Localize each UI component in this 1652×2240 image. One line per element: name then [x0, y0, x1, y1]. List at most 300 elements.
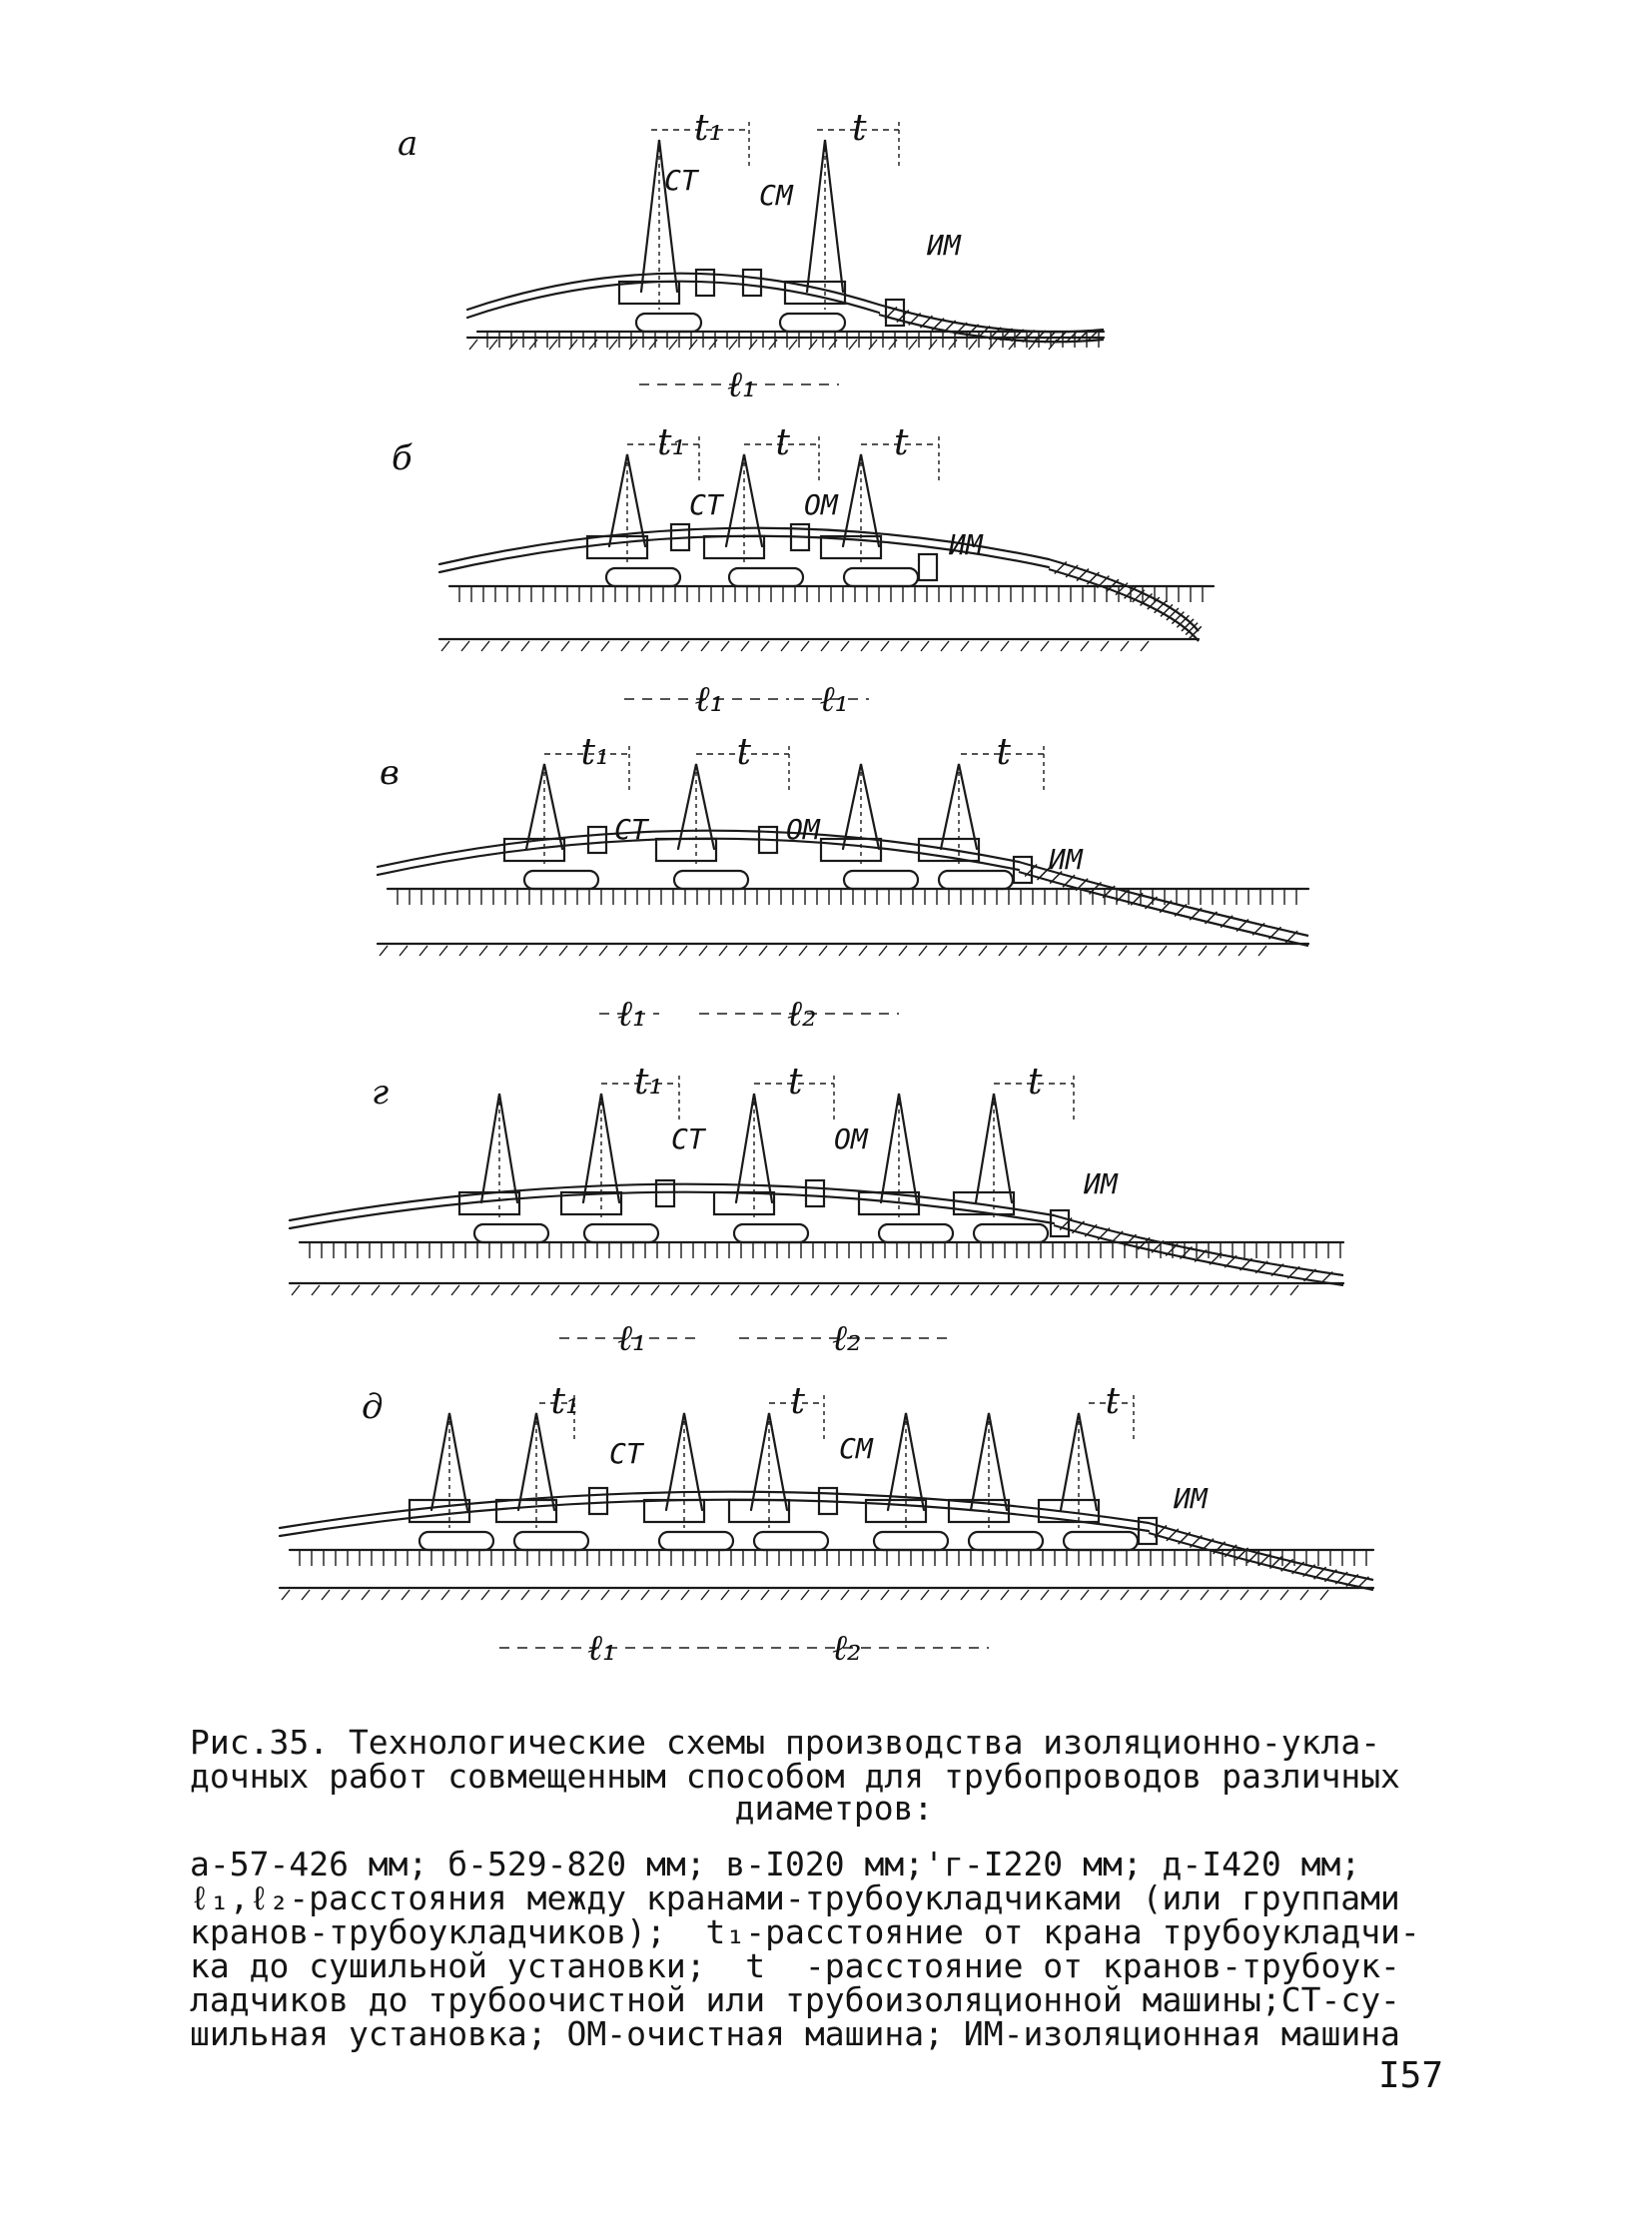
- hatch-mark: [629, 340, 637, 350]
- page-number: I57: [1378, 2055, 1444, 2096]
- hatch-mark: [981, 641, 989, 651]
- hatch-mark: [1101, 641, 1109, 651]
- dim-label-bottom: ℓ₁: [617, 1318, 647, 1359]
- label-om: СМ: [759, 179, 793, 212]
- hatch-mark: [1081, 641, 1089, 651]
- hatch-mark: [1099, 946, 1107, 956]
- hatch-mark: [689, 340, 697, 350]
- crawler-track: [524, 871, 598, 889]
- hatch-mark: [292, 1285, 300, 1295]
- hatch-mark: [821, 641, 829, 651]
- machine-im: [919, 554, 937, 580]
- label-st: СТ: [609, 1437, 643, 1470]
- hatch-mark: [771, 1285, 779, 1295]
- hatch-mark: [649, 340, 657, 350]
- hatch-mark: [611, 1285, 619, 1295]
- hatch-mark: [721, 641, 729, 651]
- hatch-mark: [1199, 946, 1207, 956]
- hatch-mark: [719, 946, 727, 956]
- hatch-mark: [791, 1285, 799, 1295]
- hatch-mark: [621, 641, 629, 651]
- hatch-mark: [759, 946, 767, 956]
- hatch-mark: [529, 340, 537, 350]
- hatch-mark: [891, 1285, 899, 1295]
- crane-body: [496, 1500, 556, 1522]
- hatch-mark: [1111, 1285, 1119, 1295]
- hatch-mark: [1021, 641, 1029, 651]
- hatch-mark: [332, 1285, 340, 1295]
- hatch-mark: [441, 641, 449, 651]
- panel-letter: д: [362, 1387, 384, 1427]
- hatch-mark: [911, 1285, 919, 1295]
- hatch-mark: [400, 946, 408, 956]
- hatch-mark: [531, 1285, 539, 1295]
- hatch-mark: [701, 1590, 709, 1600]
- hatch-mark: [1071, 1285, 1079, 1295]
- dim-label-top: t₁: [550, 1381, 580, 1422]
- hatch-mark: [1011, 1285, 1019, 1295]
- hatch-mark: [821, 1590, 829, 1600]
- crawler-track: [844, 568, 918, 586]
- hatch-mark: [362, 1590, 370, 1600]
- hatch-mark: [1141, 641, 1149, 651]
- pipeline-outline: [290, 1192, 1054, 1228]
- hatch-mark: [549, 340, 557, 350]
- hatch-mark: [861, 1590, 869, 1600]
- label-im: ИМ: [927, 229, 961, 262]
- dim-label-top: t: [894, 422, 909, 463]
- hatch-mark: [619, 946, 627, 956]
- hatch-mark: [1171, 1285, 1179, 1295]
- hatch-mark: [921, 641, 929, 651]
- pipeline-descent: [879, 305, 1104, 332]
- hatch-mark: [1201, 1590, 1209, 1600]
- hatch-mark: [441, 1590, 449, 1600]
- hatch-mark: [539, 946, 547, 956]
- hatch-mark: [899, 946, 907, 956]
- crane-body: [410, 1500, 469, 1522]
- hatch-mark: [661, 641, 669, 651]
- hatch-mark: [869, 340, 877, 350]
- pipeline-descent: [1054, 1215, 1343, 1275]
- hatch-mark: [439, 946, 447, 956]
- crawler-track: [939, 871, 1013, 889]
- hatch-mark: [769, 340, 777, 350]
- hatch-mark: [621, 1590, 629, 1600]
- hatch-mark: [521, 1590, 529, 1600]
- crawler-track: [874, 1532, 948, 1550]
- hatch-mark: [781, 1590, 789, 1600]
- crane-body: [821, 839, 881, 861]
- hatch-mark: [1131, 1285, 1139, 1295]
- hatch-mark: [511, 1285, 519, 1295]
- hatch-mark: [481, 641, 489, 651]
- crawler-track: [969, 1532, 1043, 1550]
- dim-label-top: t₁: [580, 732, 610, 773]
- hatch-mark: [709, 340, 717, 350]
- crane-boom: [726, 454, 762, 546]
- label-om: СМ: [839, 1432, 873, 1465]
- hatch-mark: [679, 946, 687, 956]
- panel-3: [378, 732, 1308, 1035]
- dim-label-top: t: [775, 422, 790, 463]
- machine-om: [806, 1180, 824, 1206]
- dim-label-bottom: ℓ₂: [832, 1628, 862, 1669]
- hatch-mark: [919, 946, 927, 956]
- dim-label-top: t: [1028, 1062, 1043, 1103]
- hatch-mark: [1258, 946, 1266, 956]
- hatch-mark: [979, 946, 987, 956]
- hatch-mark: [801, 641, 809, 651]
- dim-label-bottom: ℓ₁: [694, 679, 724, 720]
- hatch-mark: [659, 946, 667, 956]
- hatch-mark: [691, 1285, 699, 1295]
- dim-label-top: t: [790, 1381, 805, 1422]
- hatch-mark: [761, 1590, 769, 1600]
- hatch-mark: [801, 1590, 809, 1600]
- hatch-mark: [501, 641, 509, 651]
- hatch-mark: [909, 340, 917, 350]
- hatch-mark: [1219, 946, 1227, 956]
- hatch-mark: [959, 946, 967, 956]
- hatch-mark: [591, 1285, 599, 1295]
- label-im: ИМ: [1174, 1482, 1208, 1515]
- hatch-mark: [479, 946, 487, 956]
- crane-body: [587, 536, 647, 558]
- hatch-mark: [1019, 946, 1027, 956]
- hatch-mark: [881, 641, 889, 651]
- hatch-mark: [421, 1590, 429, 1600]
- label-im: ИМ: [1049, 843, 1083, 876]
- hatch-mark: [809, 340, 817, 350]
- label-st: СТ: [689, 488, 723, 521]
- hatch-mark: [1239, 946, 1246, 956]
- hatch-mark: [849, 340, 857, 350]
- hatch-mark: [1039, 946, 1047, 956]
- hatch-mark: [461, 641, 469, 651]
- crawler-track: [674, 871, 748, 889]
- hatch-mark: [799, 946, 807, 956]
- crawler-track: [734, 1224, 808, 1242]
- hatch-mark: [1041, 641, 1049, 651]
- panel-letter: б: [392, 438, 413, 478]
- hatch-mark: [989, 340, 997, 350]
- hatch-mark: [402, 1590, 410, 1600]
- hatch-mark: [841, 641, 849, 651]
- hatch-mark: [1221, 1590, 1229, 1600]
- hatch-mark: [1121, 1590, 1129, 1600]
- hatch-mark: [1001, 641, 1009, 651]
- hatch-mark: [519, 946, 527, 956]
- label-im: ИМ: [949, 528, 983, 561]
- dim-label-bottom: ℓ₁: [617, 994, 647, 1035]
- hatch-mark: [731, 1285, 739, 1295]
- hatch-mark: [661, 1590, 669, 1600]
- hatch-mark: [342, 1590, 350, 1600]
- caption-subtitle: диаметров:: [734, 1789, 934, 1828]
- dim-label-top: t: [1105, 1381, 1120, 1422]
- hatch-mark: [312, 1285, 320, 1295]
- dim-label-bottom: ℓ₁: [819, 679, 849, 720]
- hatch-mark: [469, 340, 477, 350]
- crawler-track: [606, 568, 680, 586]
- hatch-mark: [461, 1590, 469, 1600]
- hatch-mark: [601, 1590, 609, 1600]
- panel-1: [398, 108, 1104, 405]
- dim-label-top: t₁: [694, 108, 723, 149]
- panel-letter: г: [372, 1073, 390, 1113]
- hatch-mark: [819, 946, 827, 956]
- hatch-mark: [481, 1590, 489, 1600]
- hatch-mark: [859, 946, 867, 956]
- hatch-mark: [1001, 1590, 1009, 1600]
- hatch-mark: [431, 1285, 439, 1295]
- hatch-mark: [1260, 1590, 1268, 1600]
- crawler-track: [844, 871, 918, 889]
- hatch-mark: [789, 340, 797, 350]
- hatch-mark: [1231, 1285, 1239, 1295]
- hatch-mark: [969, 340, 977, 350]
- hatch-mark: [1119, 946, 1127, 956]
- hatch-mark: [921, 1590, 929, 1600]
- hatch-mark: [631, 1285, 639, 1295]
- hatch-mark: [641, 641, 649, 651]
- crawler-track: [636, 314, 701, 332]
- machine-st: [589, 1488, 607, 1514]
- hatch-mark: [699, 946, 707, 956]
- crawler-track: [879, 1224, 953, 1242]
- panel-2: [392, 422, 1214, 720]
- hatch-mark: [551, 1285, 559, 1295]
- hatch-mark: [1139, 946, 1147, 956]
- hatch-mark: [380, 946, 388, 956]
- dim-label-bottom: ℓ₂: [787, 994, 817, 1035]
- crane-body: [954, 1192, 1014, 1214]
- hatch-mark: [729, 340, 737, 350]
- hatch-mark: [1290, 1285, 1298, 1295]
- hatch-mark: [601, 641, 609, 651]
- hatch-mark: [639, 946, 647, 956]
- hatch-mark: [961, 1590, 969, 1600]
- hatch-mark: [781, 641, 789, 651]
- hatch-mark: [711, 1285, 719, 1295]
- hatch-mark: [981, 1590, 989, 1600]
- hatch-mark: [749, 340, 757, 350]
- hatch-mark: [609, 340, 617, 350]
- hatch-mark: [1240, 1590, 1248, 1600]
- machine-st: [588, 827, 606, 853]
- crawler-track: [974, 1224, 1048, 1242]
- hatch-mark: [1141, 1590, 1149, 1600]
- hatch-mark: [991, 1285, 999, 1295]
- hatch-mark: [901, 1590, 909, 1600]
- hatch-mark: [302, 1590, 310, 1600]
- hatch-mark: [541, 1590, 549, 1600]
- hatch-mark: [1211, 1285, 1219, 1295]
- hatch-mark: [459, 946, 467, 956]
- dim-label-bottom: ℓ₁: [587, 1628, 617, 1669]
- hatch-mark: [889, 340, 897, 350]
- caption-title: Рис.35. Технологические схемы производства изоляционно-укла- дочных работ совмещенным способом для трубопроводов различных: [190, 1723, 1400, 1796]
- panel-letter: а: [398, 124, 418, 164]
- crane-body: [714, 1192, 774, 1214]
- pipeline-outline: [467, 282, 879, 318]
- hatch-mark: [941, 641, 949, 651]
- hatch-mark: [1031, 1285, 1039, 1295]
- hatch-mark: [1081, 1590, 1089, 1600]
- hatch-mark: [839, 946, 847, 956]
- hatch-mark: [509, 340, 517, 350]
- hatch-mark: [841, 1590, 849, 1600]
- hatch-mark: [861, 641, 869, 651]
- label-st: СТ: [664, 164, 698, 197]
- hatch-mark: [1159, 946, 1167, 956]
- crawler-track: [754, 1532, 828, 1550]
- hatch-mark: [1320, 1590, 1328, 1600]
- hatch-mark: [971, 1285, 979, 1295]
- dim-label-bottom: ℓ₂: [832, 1318, 862, 1359]
- hatch-mark: [751, 1285, 759, 1295]
- hatch-mark: [571, 1285, 579, 1295]
- crawler-track: [419, 1532, 493, 1550]
- hatch-mark: [669, 340, 677, 350]
- dim-label-top: t₁: [634, 1062, 663, 1103]
- hatch-mark: [949, 340, 957, 350]
- hatch-mark: [881, 1590, 889, 1600]
- hatch-mark: [721, 1590, 729, 1600]
- hatch-mark: [589, 340, 597, 350]
- hatch-mark: [1061, 641, 1069, 651]
- hatch-mark: [1061, 1590, 1069, 1600]
- hatch-mark: [931, 1285, 939, 1295]
- hatch-mark: [739, 946, 747, 956]
- hatch-mark: [412, 1285, 419, 1295]
- hatch-mark: [561, 641, 569, 651]
- hatch-mark: [1280, 1590, 1288, 1600]
- pipeline-descent-outline: [1149, 1533, 1373, 1590]
- hatch-mark: [961, 641, 969, 651]
- caption-legend: а-57-426 мм; б-529-820 мм; в-I020 мм;'г-I220 мм; д-I420 мм; ℓ₁,ℓ₂-расстояния между кранами-трубоукладчиками (или группами кранов-трубоукладчиков); t₁-расстояние от крана трубоукладчи- ка до сушильной установки; t -расстояние от кранов-трубоук- ладчиков до трубоочистной или трубоизоляционной машины;СТ-су- шильная установка; ОМ-очистная машина; ИМ-изоляционная машина: [190, 1845, 1420, 2053]
- hatch-mark: [561, 1590, 569, 1600]
- hatch-mark: [499, 946, 507, 956]
- hatch-mark: [1051, 1285, 1059, 1295]
- hatch-mark: [701, 641, 709, 651]
- hatch-mark: [1059, 946, 1067, 956]
- hatch-mark: [1161, 1590, 1169, 1600]
- dim-label-top: t: [788, 1062, 803, 1103]
- hatch-mark: [541, 641, 549, 651]
- hatch-mark: [1270, 1285, 1278, 1295]
- label-om: ОМ: [786, 813, 820, 846]
- hatch-mark: [811, 1285, 819, 1295]
- hatch-mark: [1191, 1285, 1199, 1295]
- crawler-track: [514, 1532, 588, 1550]
- hatch-mark: [372, 1285, 380, 1295]
- hatch-mark: [419, 946, 427, 956]
- hatch-mark: [579, 946, 587, 956]
- label-st: СТ: [671, 1122, 705, 1155]
- crane-body: [656, 839, 716, 861]
- hatch-mark: [851, 1285, 859, 1295]
- crane-body: [704, 536, 764, 558]
- dim-label-top: t: [736, 732, 751, 773]
- hatch-mark: [939, 946, 947, 956]
- hatch-mark: [1091, 1285, 1099, 1295]
- hatch-mark: [581, 1590, 589, 1600]
- dim-label-top: t: [996, 732, 1011, 773]
- dim-label-bottom: ℓ₁: [727, 365, 757, 405]
- hatch-mark: [1079, 946, 1087, 956]
- dim-label-top: t₁: [657, 422, 686, 463]
- hatch-mark: [581, 641, 589, 651]
- pipeline-outline: [378, 839, 1019, 875]
- hatch-mark: [951, 1285, 959, 1295]
- hatch-mark: [282, 1590, 290, 1600]
- label-om: ОМ: [834, 1122, 868, 1155]
- hatch-mark: [382, 1590, 390, 1600]
- pipeline-descent-outline: [1054, 1225, 1343, 1285]
- hatch-mark: [521, 641, 529, 651]
- hatch-mark: [831, 1285, 839, 1295]
- hatch-mark: [489, 340, 497, 350]
- hatch-mark: [559, 946, 567, 956]
- pipeline-descent-outline: [1049, 569, 1199, 641]
- hatch-mark: [1041, 1590, 1049, 1600]
- hatch-mark: [829, 340, 837, 350]
- hatch-mark: [1121, 641, 1129, 651]
- hatch-mark: [1181, 1590, 1189, 1600]
- pipeline-descent: [1149, 1523, 1373, 1580]
- hatch-mark: [681, 641, 689, 651]
- hatch-mark: [1021, 1590, 1029, 1600]
- crane-body: [729, 1500, 789, 1522]
- crane-body: [644, 1500, 704, 1522]
- hatch-mark: [451, 1285, 459, 1295]
- crawler-track: [584, 1224, 658, 1242]
- hatch-mark: [779, 946, 787, 956]
- hatch-mark: [741, 641, 749, 651]
- crawler-track: [659, 1532, 733, 1550]
- hatch-mark: [1101, 1590, 1109, 1600]
- hatch-mark: [352, 1285, 360, 1295]
- hatch-mark: [491, 1285, 499, 1295]
- hatch-mark: [569, 340, 577, 350]
- hatch-mark: [1151, 1285, 1159, 1295]
- panel-letter: в: [380, 753, 400, 793]
- pipeline: [290, 1184, 1054, 1220]
- hatch-mark: [999, 946, 1007, 956]
- label-st: СТ: [614, 813, 648, 846]
- label-im: ИМ: [1084, 1167, 1118, 1200]
- label-om: ОМ: [804, 488, 838, 521]
- hatch-mark: [1179, 946, 1187, 956]
- hatch-mark: [641, 1590, 649, 1600]
- hatch-mark: [681, 1590, 689, 1600]
- hatch-mark: [651, 1285, 659, 1295]
- dim-label-top: t: [852, 108, 867, 149]
- hatch-mark: [941, 1590, 949, 1600]
- hatch-mark: [929, 340, 937, 350]
- crawler-track: [1064, 1532, 1138, 1550]
- hatch-mark: [392, 1285, 400, 1295]
- hatch-mark: [741, 1590, 749, 1600]
- hatch-mark: [599, 946, 607, 956]
- hatch-mark: [871, 1285, 879, 1295]
- hatch-mark: [671, 1285, 679, 1295]
- hatch-mark: [1300, 1590, 1308, 1600]
- crawler-track: [729, 568, 803, 586]
- machine-om: [743, 270, 761, 296]
